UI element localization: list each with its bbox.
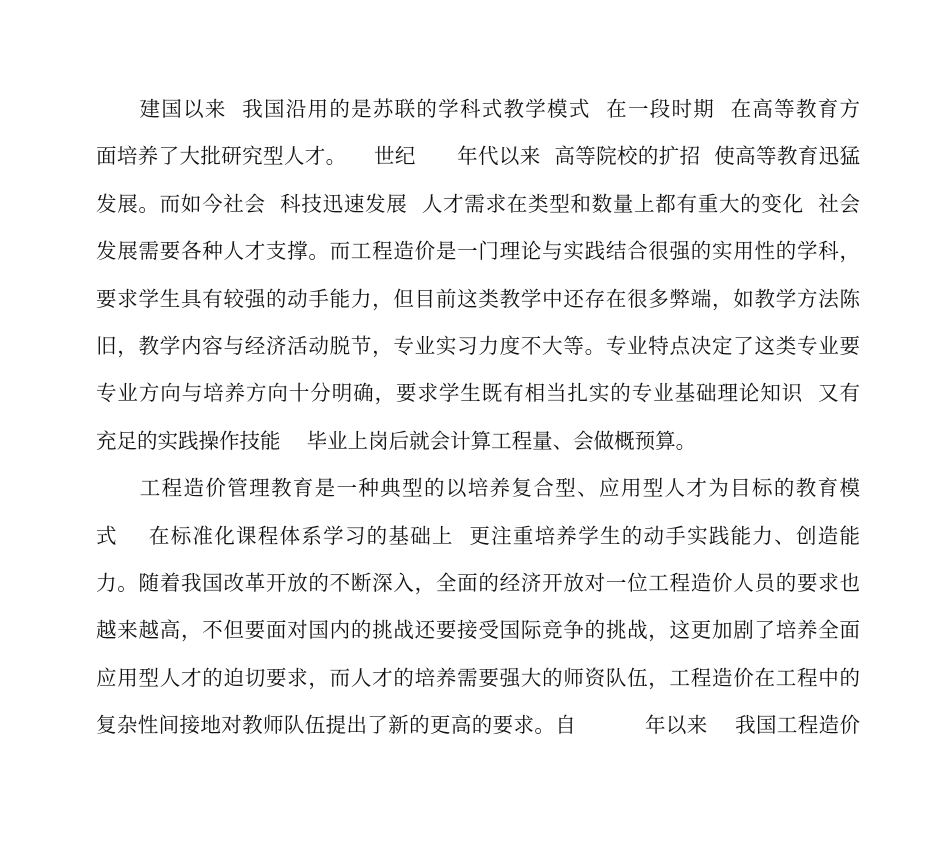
paragraph (96, 465, 860, 749)
text-line: 发展需要各种人才支撑。而工程造价是一门理论与实践结合很强的实用性的学科， (96, 239, 860, 264)
text-line: 充足的实践操作技能 毕业上岗后就会计算工程量、会做概预算。 (96, 428, 697, 453)
text-line: 建国以来 我国沿用的是苏联的学科式教学模式 在一段时期 在高等教育方 (96, 97, 860, 121)
text-line: 复杂性间接地对教师队伍提出了新的更高的要求。自 年以来 我国工程造价 (96, 713, 860, 738)
text-line: 越来越高，不但要面对国内的挑战还要接受国际竞争的挑战，这更加剧了培养全面 (96, 618, 860, 643)
paragraph (96, 86, 860, 465)
text-line: 应用型人才的迫切要求，而人才的培养需要强大的师资队伍，工程造价在工程中的 (96, 665, 860, 690)
text-line: 力。随着我国改革开放的不断深入，全面的经济开放对一位工程造价人员的要求也 (96, 570, 860, 595)
text-line: 工程造价管理教育是一种典型的以培养复合型、应用型人才为目标的教育模 (96, 476, 860, 501)
text-line: 式 在标准化课程体系学习的基础上 更注重培养学生的动手实践能力、创造能 (96, 523, 860, 548)
text-line: 专业方向与培养方向十分明确，要求学生既有相当扎实的专业基础理论知识 又有 (96, 381, 860, 406)
text-line: 发展。而如今社会 科技迅速发展 人才需求在类型和数量上都有重大的变化 社会 (96, 191, 860, 216)
text-line: 面培养了大批研究型人才。 世纪 年代以来 高等院校的扩招 使高等教育迅猛 (96, 144, 860, 169)
text-line: 要求学生具有较强的动手能力，但目前这类教学中还存在很多弊端，如教学方法陈 (96, 286, 860, 311)
document-page (96, 86, 860, 749)
text-line: 旧，教学内容与经济活动脱节，专业实习力度不大等。专业特点决定了这类专业要 (96, 333, 860, 358)
